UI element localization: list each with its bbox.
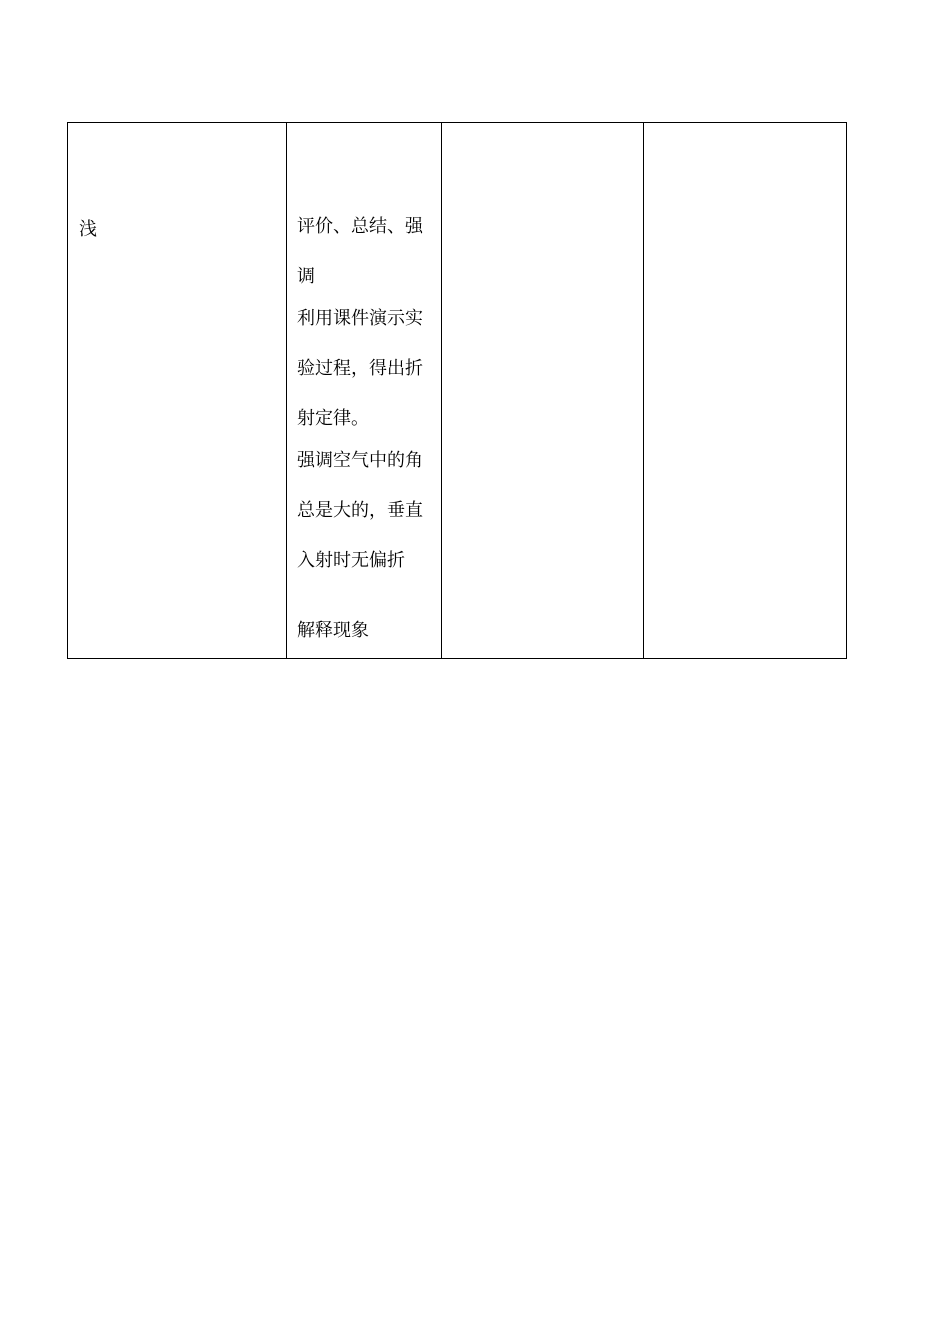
- lesson-table: [67, 122, 847, 659]
- table-cell-empty: [644, 123, 847, 659]
- table-row: [68, 123, 847, 659]
- cell-paragraph: 评价、总结、强调: [297, 216, 423, 287]
- table-cell-teacher-activity: [287, 123, 442, 659]
- cell-paragraph: 强调空气中的角总是大的，垂直入射时无偏折: [297, 450, 423, 571]
- cell-paragraph: 解释现象: [297, 620, 369, 641]
- cell-paragraph: 利用课件演示实验过程，得出折射定律。: [297, 308, 423, 429]
- cell-text: 浅: [79, 219, 97, 240]
- table-cell-empty: [442, 123, 644, 659]
- table-cell-stage: [68, 123, 287, 659]
